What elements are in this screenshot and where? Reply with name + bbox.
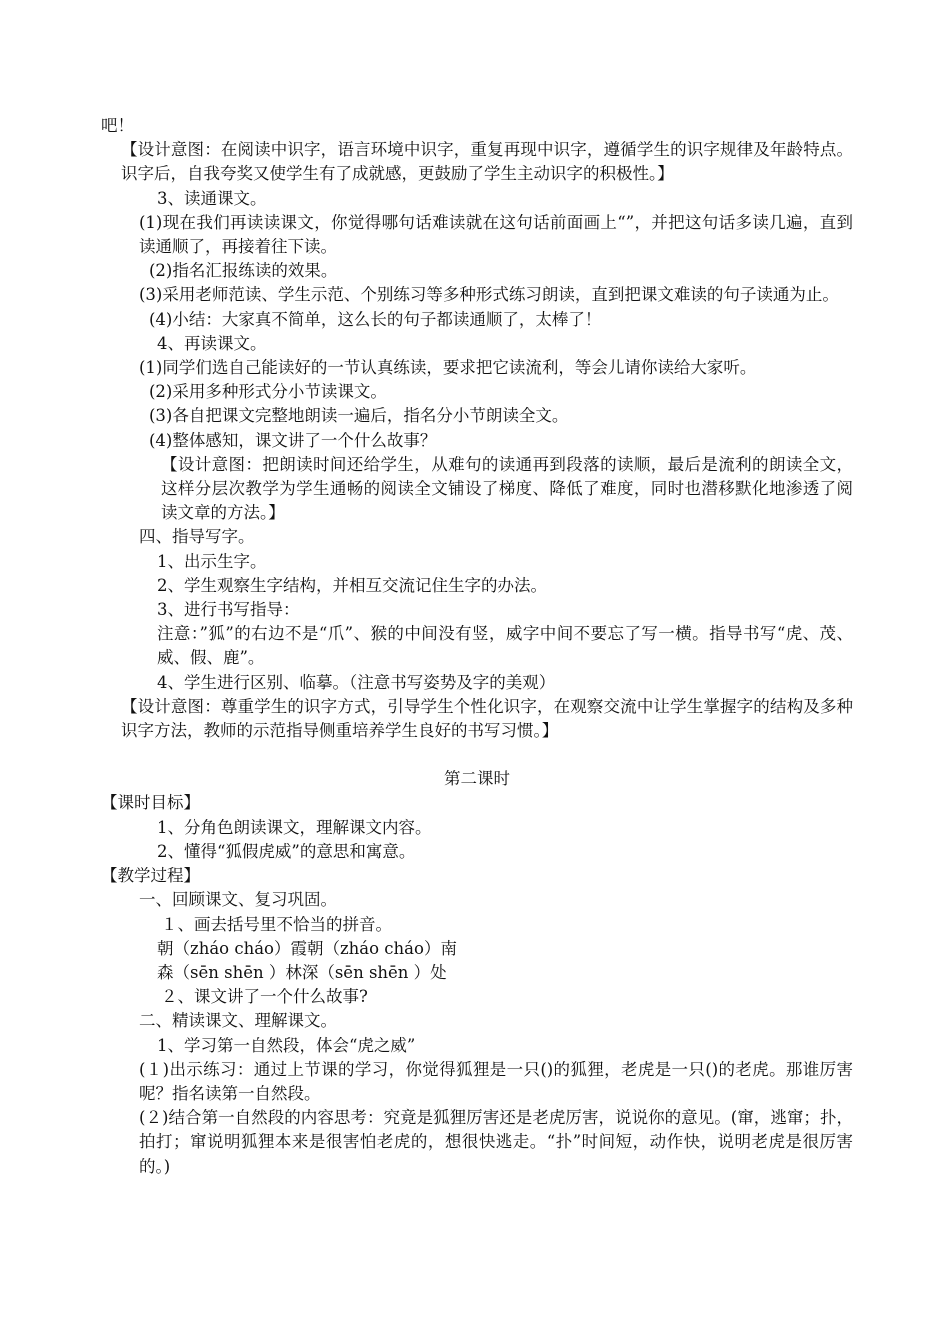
text-line: 【教学过程】 xyxy=(101,866,200,886)
text-line: (2)指名汇报练读的效果。 xyxy=(149,261,338,281)
text-line: 3、进行书写指导： xyxy=(157,600,300,620)
text-line: 1、分角色朗读课文，理解课文内容。 xyxy=(157,817,432,837)
text-line: 森（sēn shēn ）林深（sēn shēn ）处 xyxy=(157,962,447,982)
text-line: ２、课文讲了一个什么故事? xyxy=(161,987,368,1007)
section-heading: 第二课时 xyxy=(444,769,510,789)
text-line: 【课时目标】 xyxy=(101,793,200,813)
text-line: 【设计意图：把朗读时间还给学生，从难句的读通再到段落的读顺，最后是流利的朗读全文，这样分层次教学为学生通畅的阅读全文铺设了梯度、降低了难度，同时也潜移默化地渗透了阅读文章的方法。】 xyxy=(161,454,853,523)
text-line: 【设计意图：尊重学生的识字方式，引导学生个性化识字，在观察交流中让学生掌握字的结构及多种识字方法，教师的示范指导侧重培养学生良好的书写习惯。】 xyxy=(121,696,853,741)
text-line: 2、懂得“狐假虎威”的意思和寓意。 xyxy=(157,841,416,861)
text-line: (3)各自把课文完整地朗读一遍后，指名分小节朗读全文。 xyxy=(149,406,569,426)
text-line: 1、出示生字。 xyxy=(157,551,267,571)
text-line: (4)小结：大家真不简单，这么长的句子都读通顺了，太棒了！ xyxy=(149,309,602,329)
text-line: (1)同学们选自己能读好的一节认真练读，要求把它读流利，等会儿请你读给大家听。 xyxy=(139,358,757,378)
text-line: (1)现在我们再读读课文，你觉得哪句话难读就在这句话前面画上“”，并把这句话多读几遍，直到读通顺了，再接着往下读。 xyxy=(139,212,853,257)
text-line: (2)采用多种形式分小节读课文。 xyxy=(149,382,387,402)
text-line: 4、学生进行区别、临摹。（注意书写姿势及字的美观） xyxy=(157,672,556,692)
text-line: 4、再读课文。 xyxy=(157,333,267,353)
text-line: 注意：”狐”的右边不是“爪”、猴的中间没有竖，威字中间不要忘了写一横。指导书写“虎、茂、威、假、鹿”。 xyxy=(157,624,853,668)
text-line: 2、学生观察生字结构，并相互交流记住生字的办法。 xyxy=(157,575,547,595)
blank-line xyxy=(101,743,853,767)
text-line: 【设计意图：在阅读中识字，语言环境中识字，重复再现中识字，遵循学生的识字规律及年龄特点。识字后，自我夸奖又使学生有了成就感，更鼓励了学生主动识字的积极性。】 xyxy=(121,140,853,184)
text-line: 一、回顾课文、复习巩固。 xyxy=(139,890,337,910)
text-line: 二、精读课文、理解课文。 xyxy=(139,1011,337,1031)
text-line: 3、读通课文。 xyxy=(157,188,267,208)
text-line: (１)出示练习：通过上节课的学习，你觉得狐狸是一只()的狐狸，老虎是一只()的老虎。那谁厉害呢？指名读第一自然段。 xyxy=(139,1059,853,1103)
text-line: (3)采用老师范读、学生示范、个别练习等多种形式练习朗读，直到把课文难读的句子读通为止。 xyxy=(139,285,839,305)
text-line: １、画去括号里不恰当的拼音。 xyxy=(161,914,392,934)
text-line: (4)整体感知，课文讲了一个什么故事？ xyxy=(149,430,437,450)
text-line: 吧！ xyxy=(101,116,134,135)
text-line: 朝（zháo cháo）霞朝（zháo cháo）南 xyxy=(157,938,457,958)
text-line: 四、指导写字。 xyxy=(139,527,255,547)
text-line: (２)结合第一自然段的内容思考：究竟是狐狸厉害还是老虎厉害，说说你的意见。(窜，逃窜；扑，拍打；窜说明狐狸本来是很害怕老虎的，想很快逃走。“扑”时间短，动作快，说明老虎是很厉害的。) xyxy=(139,1108,853,1176)
document-body xyxy=(101,114,853,1179)
text-line: 1、学习第一自然段，体会“虎之威” xyxy=(157,1035,416,1055)
